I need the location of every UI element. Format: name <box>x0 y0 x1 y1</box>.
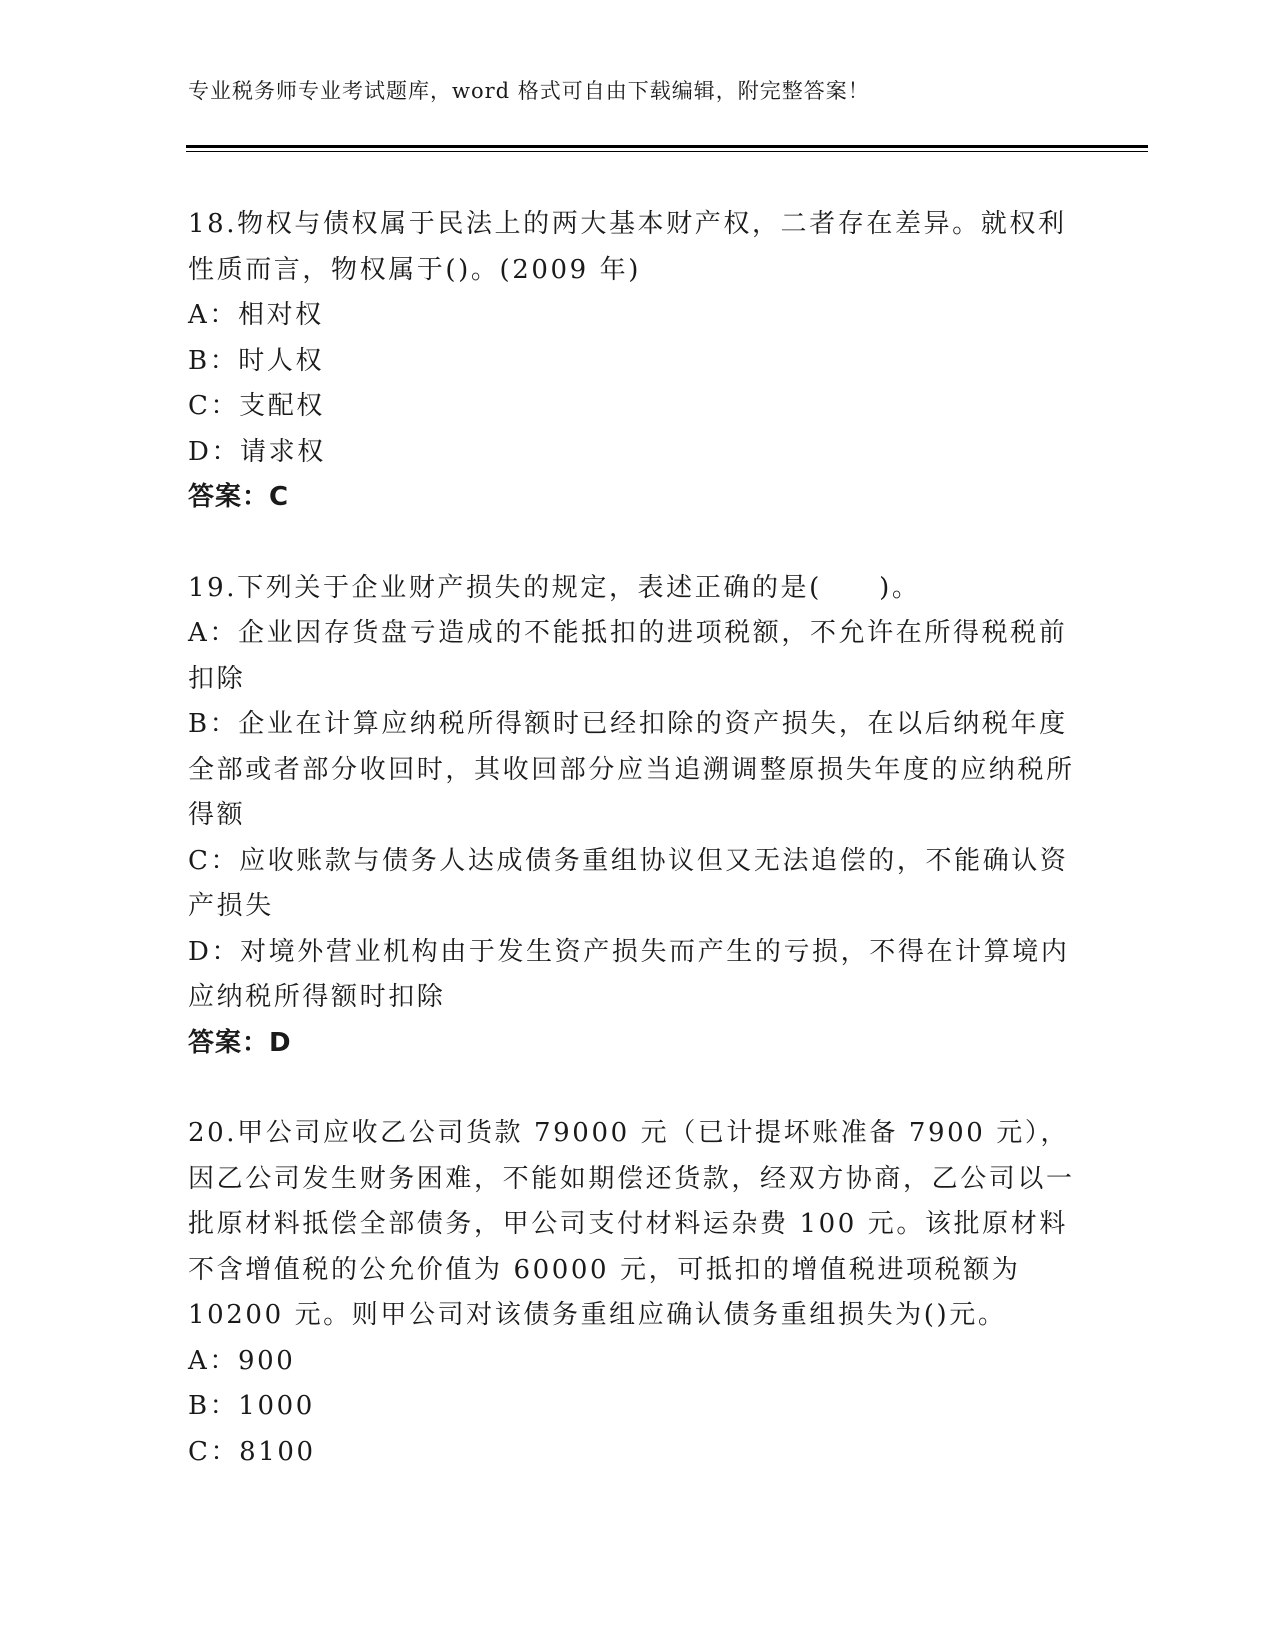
option-a: A：900 <box>188 1345 296 1376</box>
option-a: A：企业因存货盘亏造成的不能抵扣的进项税额，不允许在所得税税前扣除 <box>188 618 1068 694</box>
spacer <box>188 521 1078 566</box>
question-19 <box>188 566 1078 1067</box>
option-b: B：企业在计算应纳税所得额时已经扣除的资产损失，在以后纳税年度全部或者部分收回时，其收回部分应当追溯调整原损失年度的应纳税所得额 <box>188 709 1075 830</box>
option-c: C：应收账款与债务人达成债务重组协议但又无法追偿的，不能确认资产损失 <box>188 845 1069 921</box>
option-c: C：8100 <box>188 1436 316 1467</box>
question-20 <box>188 1111 1078 1475</box>
option-d: D：对境外营业机构由于发生资产损失而产生的亏损，不得在计算境内应纳税所得额时扣除 <box>188 936 1070 1012</box>
question-18 <box>188 202 1078 521</box>
answer: 答案：C <box>188 482 290 512</box>
answer: 答案：D <box>188 1027 292 1058</box>
header-divider-thick <box>186 145 1148 148</box>
option-d: D：请求权 <box>188 436 326 467</box>
header-divider-thin <box>186 151 1148 152</box>
question-text: 20.甲公司应收乙公司货款 79000 元（已计提坏账准备 7900 元），因乙公司发生财务困难，不能如期偿还货款，经双方协商，乙公司以一批原材料抵偿全部债务，甲公司支付材料运杂费 100 元。该批原材料不含增值税的公允价值为 60000 元，可抵扣的增值税进项税额为 10200 元。则甲公司对该债务重组应确认债务重组损失为()元。 <box>188 1118 1075 1330</box>
option-a: A：相对权 <box>188 300 324 330</box>
question-text: 19.下列关于企业财产损失的规定，表述正确的是( )。 <box>188 572 921 603</box>
question-text: 18.物权与债权属于民法上的两大基本财产权，二者存在差异。就权利性质而言，物权属于()。(2009 年) <box>188 209 1067 285</box>
page-header: 专业税务师专业考试题库，word 格式可自由下载编辑，附完整答案！ <box>188 79 870 103</box>
spacer <box>188 1066 1078 1111</box>
question-list <box>188 202 1078 1475</box>
option-c: C：支配权 <box>188 391 325 421</box>
option-b: B：时人权 <box>188 345 325 376</box>
option-b: B：1000 <box>188 1391 315 1421</box>
